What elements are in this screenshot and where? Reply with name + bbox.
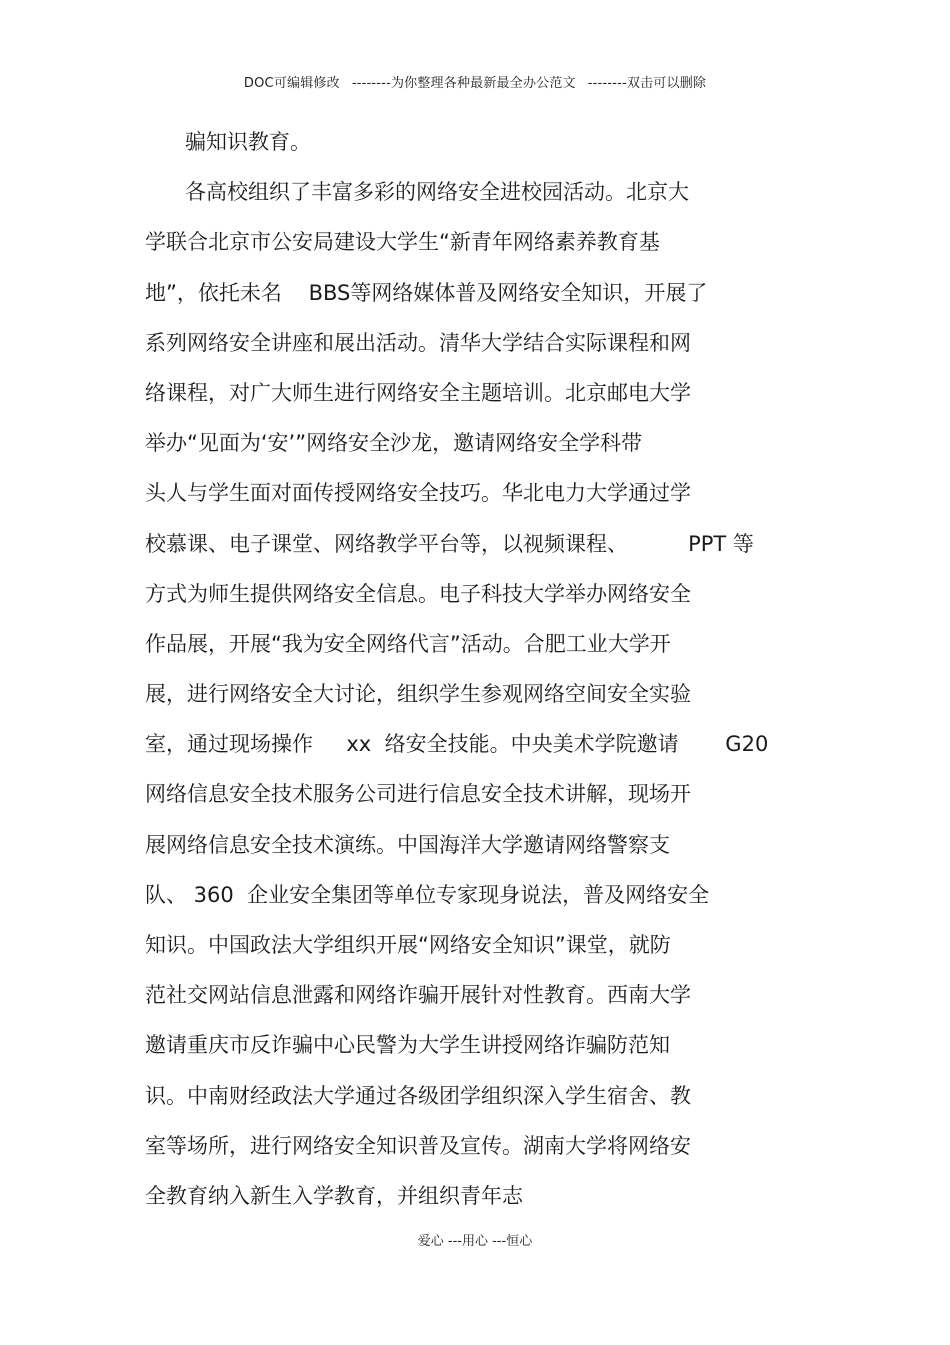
body-line: 骗知识教育。 xyxy=(145,130,312,154)
body-line: 络课程，对广大师生进行网络安全主题培训。北京邮电大学 xyxy=(145,380,691,405)
body-line: 识。中南财经政法大学通过各级团学组织深入学生宿舍、教 xyxy=(145,1083,691,1108)
body-line: 系列网络安全讲座和展出活动。清华大学结合实际课程和网 xyxy=(145,330,691,355)
body-line: 学联合北京市公安局建设大学生“新青年网络素养教育基 xyxy=(145,230,660,255)
body-line: 各高校组织了丰富多彩的网络安全进校园活动。北京大 xyxy=(145,180,690,205)
body-line: 队、 360 企业安全集团等单位专家现身说法，普及网络安全 xyxy=(145,882,710,907)
body-line: 知识。中国政法大学组织开展“网络安全知识”课堂，就防 xyxy=(145,933,671,957)
header-right: --------双击可以删除 xyxy=(587,76,707,91)
body-line: 展，进行网络安全大讨论，组织学生参观网络空间安全实验 xyxy=(145,682,691,707)
header-left: DOC可编辑修改 xyxy=(243,76,340,91)
body-line: 邀请重庆市反诈骗中心民警为大学生讲授网络诈骗防范知 xyxy=(145,1033,670,1058)
document-body xyxy=(145,126,825,1230)
body-line: 举办“见面为‘安’”网络安全沙龙，邀请网络安全学科带 xyxy=(145,431,643,456)
body-line: 地”，依托未名 BBS等网络媒体普及网络安全知识，开展了 xyxy=(145,280,708,305)
body-line: 校慕课、电子课堂、网络教学平台等，以视频课程、 PPT 等 xyxy=(145,531,754,556)
page-footer: 爱心 ---用心 ---恒心 xyxy=(417,1234,533,1249)
body-line: 头人与学生面对面传授网络安全技巧。华北电力大学通过学 xyxy=(145,481,691,506)
page-header xyxy=(0,72,950,91)
body-line: 全教育纳入新生入学教育，并组织青年志 xyxy=(145,1183,523,1208)
body-line: 室，通过现场操作 xx 络安全技能。中央美术学院邀请 G20 xyxy=(145,732,769,757)
body-line: 室等场所，进行网络安全知识普及宣传。湖南大学将网络安 xyxy=(145,1133,691,1158)
header-middle: --------为你整理各种最新最全办公范文 xyxy=(351,76,576,91)
body-line: 展网络信息安全技术演练。中国海洋大学邀请网络警察支 xyxy=(145,832,670,857)
body-line: 范社交网站信息泄露和网络诈骗开展针对性教育。西南大学 xyxy=(145,983,691,1008)
body-line: 方式为师生提供网络安全信息。电子科技大学举办网络安全 xyxy=(145,581,691,606)
body-line: 网络信息安全技术服务公司进行信息安全技术讲解，现场开 xyxy=(145,782,691,807)
body-line: 作品展，开展“我为安全网络代言”活动。合肥工业大学开 xyxy=(145,631,671,656)
